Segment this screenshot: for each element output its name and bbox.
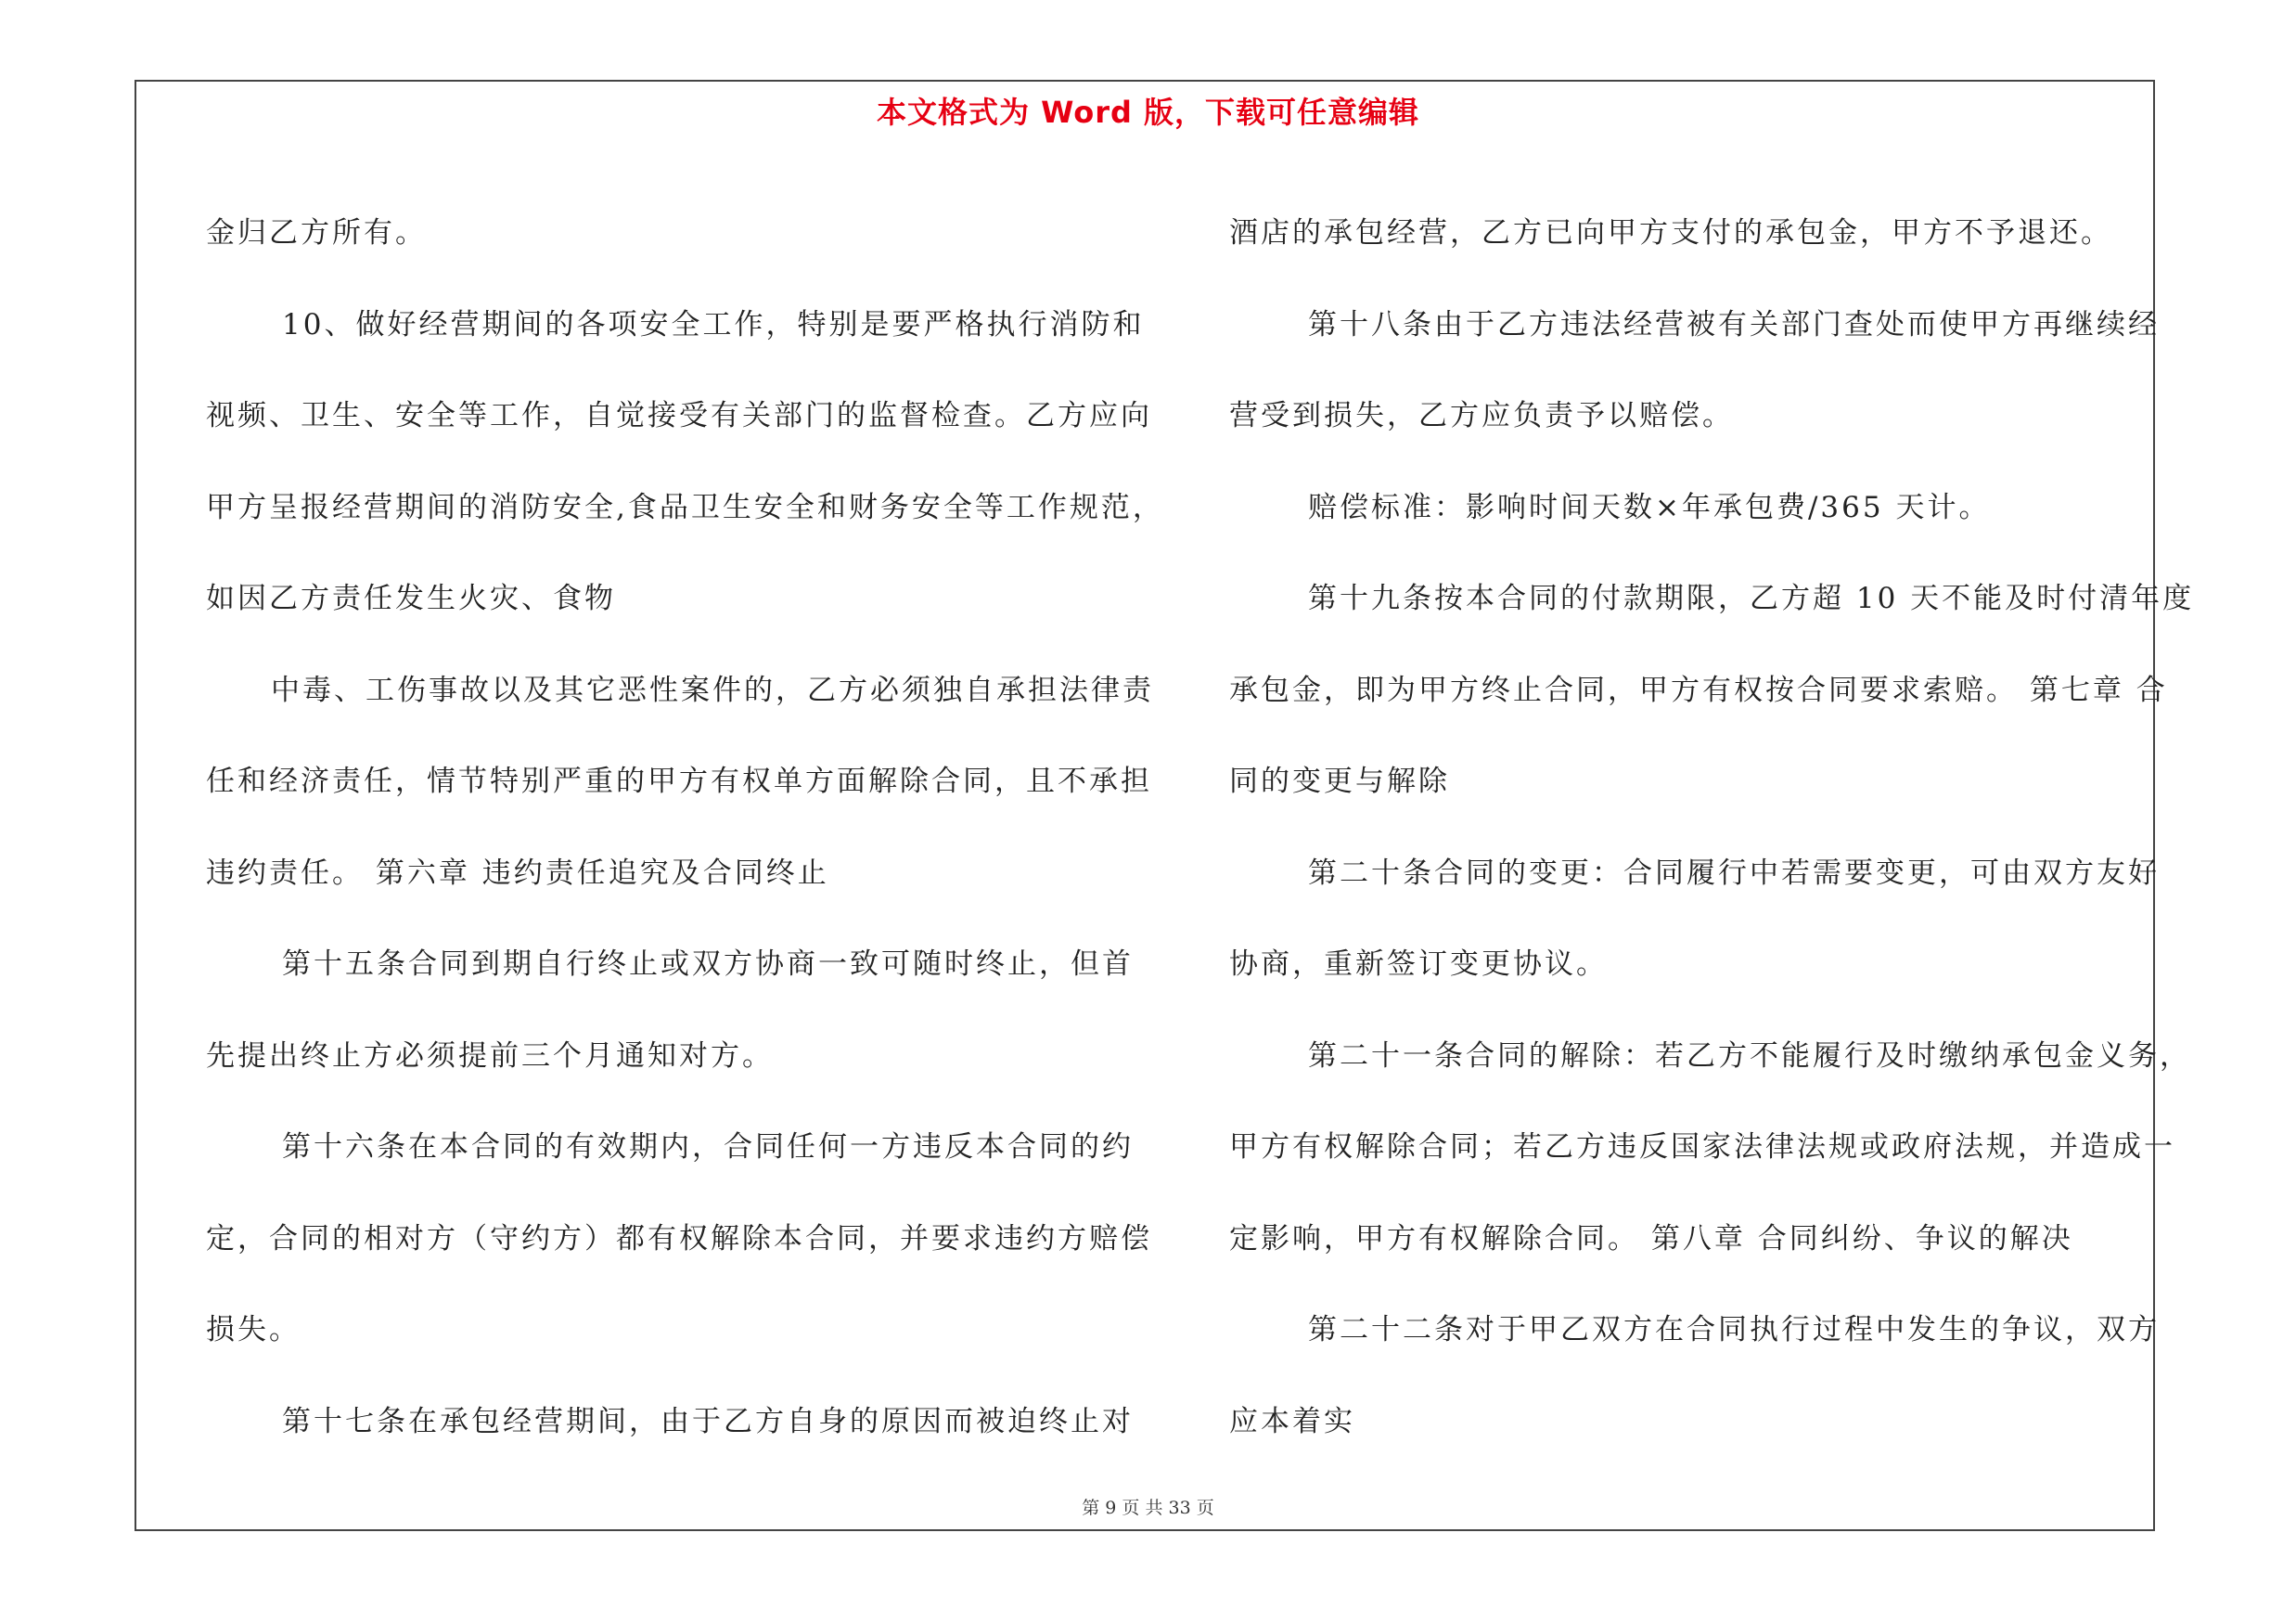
text-line: 10、做好经营期间的各项安全工作，特别是要严格执行消防和 [282,307,1145,341]
text-line: 定影响，甲方有权解除合同。 第八章 合同纠纷、争议的解决 [1229,1221,2073,1256]
text-line: 任和经济责任，情节特别严重的甲方有权单方面解除合同，且不承担 [206,765,1152,798]
text-line: 甲方呈报经营期间的消防安全,食品卫生安全和财务安全等工作规范， [206,490,1164,524]
text-line: 违约责任。 第六章 违约责任追究及合同终止 [206,856,829,890]
text-line: 同的变更与解除 [1229,765,1450,798]
text-line: 如因乙方责任发生火灾、食物 [206,582,616,615]
text-line: 第十六条在本合同的有效期内，合同任何一方违反本合同的约 [282,1130,1134,1164]
text-line: 金归乙方所有。 [206,216,427,250]
text-line: 损失。 [206,1313,301,1346]
text-line: 酒店的承包经营，乙方已向甲方支付的承包金，甲方不予退还。 [1229,216,2112,250]
text-line: 先提出终止方必须提前三个月通知对方。 [206,1038,774,1073]
text-line: 第十八条由于乙方违法经营被有关部门查处而使甲方再继续经 [1308,307,2160,341]
text-line: 应本着实 [1229,1404,1355,1438]
text-line: 赔偿标准：影响时间天数×年承包费/365 天计。 [1308,490,1991,524]
text-line: 第二十条合同的变更：合同履行中若需要变更，可由双方友好 [1308,856,2160,890]
left-column [206,187,1164,1467]
format-banner: 本文格式为 Word 版，下载可任意编辑 [876,95,1420,130]
text-line: 营受到损失，乙方应负责予以赔偿。 [1229,399,1734,432]
page-number-footer: 第 9 页 共 33 页 [1082,1498,1214,1518]
text-line: 第十七条在承包经营期间，由于乙方自身的原因而被迫终止对 [282,1404,1134,1438]
text-line: 第二十一条合同的解除：若乙方不能履行及时缴纳承包金义务， [1308,1038,2191,1073]
text-line: 中毒、工伤事故以及其它恶性案件的，乙方必须独自承担法律责 [271,673,1154,707]
text-line: 承包金，即为甲方终止合同，甲方有权按合同要求索赔。 第七章 合 [1229,673,2168,707]
text-line: 协商，重新签订变更协议。 [1229,947,1608,981]
text-line: 第十五条合同到期自行终止或双方协商一致可随时终止，但首 [282,947,1134,981]
text-line: 第二十二条对于甲乙双方在合同执行过程中发生的争议，双方 [1308,1313,2160,1346]
text-line: 甲方有权解除合同；若乙方违反国家法律法规或政府法规，并造成一 [1229,1130,2175,1164]
text-line: 定，合同的相对方（守约方）都有权解除本合同，并要求违约方赔偿 [206,1221,1152,1256]
text-line: 第十九条按本合同的付款期限，乙方超 10 天不能及时付清年度 [1308,582,2195,615]
right-column [1229,187,2195,1467]
text-line: 视频、卫生、安全等工作，自觉接受有关部门的监督检查。乙方应向 [206,399,1152,432]
